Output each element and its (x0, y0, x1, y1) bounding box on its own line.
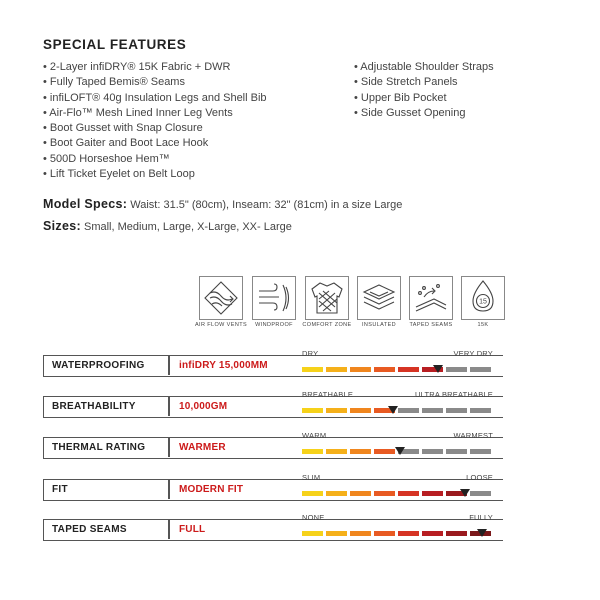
scale-segment (446, 449, 467, 454)
scale-marker-icon (477, 529, 487, 537)
scale-segment (302, 491, 323, 496)
scale-segment (302, 408, 323, 413)
scale-max-label: LOOSE (466, 473, 493, 482)
rating-value: infiDRY 15,000MM (179, 360, 268, 371)
scale-segment (470, 367, 491, 372)
model-specs-text: Waist: 31.5" (80cm), Inseam: 32" (81cm) in a size Large (130, 199, 403, 211)
divider (168, 480, 170, 499)
divider (168, 438, 170, 457)
scale-segment (374, 449, 395, 454)
scale-segment (398, 408, 419, 413)
rating-value: WARMER (179, 442, 226, 453)
scale-segment (326, 531, 347, 536)
scale-max-label: FULLY (469, 513, 493, 522)
feature-item: • infiLOFT® 40g Insulation Legs and Shell Bib (43, 91, 267, 104)
scale-segment (470, 449, 491, 454)
icon-label: TAPED SEAMS (409, 322, 453, 328)
divider (168, 520, 170, 539)
rating-label-box (43, 479, 503, 501)
rating-value: MODERN FIT (179, 484, 244, 495)
scale-segment (302, 367, 323, 372)
insulated-icon (357, 276, 401, 320)
scale-segment (470, 408, 491, 413)
scale-segment (302, 531, 323, 536)
feature-item: • Boot Gaiter and Boot Lace Hook (43, 137, 209, 150)
scale-max-label: VERY DRY (453, 349, 493, 358)
scale-marker-icon (460, 489, 470, 497)
scale-segment (398, 531, 419, 536)
scale-segment (302, 449, 323, 454)
rating-name: BREATHABILITY (52, 401, 136, 412)
rating-name: THERMAL RATING (52, 442, 146, 453)
rating-name: FIT (52, 484, 68, 495)
taped-seams-icon (409, 276, 453, 320)
icon-label: 15K (477, 322, 489, 328)
scale-segment (374, 491, 395, 496)
icon-label: AIR FLOW VENTS (194, 322, 248, 328)
divider (168, 397, 170, 416)
icon-label: COMFORT ZONE (302, 322, 352, 328)
scale-segment (446, 367, 467, 372)
feature-item: • Upper Bib Pocket (354, 91, 447, 104)
scale-max-label: ULTRA BREATHABLE (415, 390, 493, 399)
model-specs (43, 197, 402, 211)
scale-segment (398, 491, 419, 496)
feature-item: • Side Stretch Panels (354, 76, 458, 89)
scale-segment (350, 367, 371, 372)
scale-segment (350, 449, 371, 454)
scale-min-label: BREATHABLE (302, 390, 354, 399)
scale-min-label: NONE (302, 513, 325, 522)
sizes-text: Small, Medium, Large, X-Large, XX- Large (84, 221, 292, 233)
special-features-title: SPECIAL FEATURES (43, 37, 187, 52)
scale-min-label: DRY (302, 349, 319, 358)
scale-segment (350, 491, 371, 496)
rating-label-box (43, 437, 503, 459)
feature-item: • Lift Ticket Eyelet on Belt Loop (43, 168, 195, 181)
comfort-zone-icon (305, 276, 349, 320)
scale-marker-icon (395, 447, 405, 455)
rating-label-box (43, 519, 503, 541)
scale-min-label: WARM (302, 431, 327, 440)
scale-segment (398, 367, 419, 372)
sizes-label: Sizes: (43, 219, 81, 233)
features-list-left (43, 60, 267, 182)
scale-segment (422, 408, 443, 413)
scale-segment (326, 449, 347, 454)
scale-segment (350, 408, 371, 413)
scale-segment (446, 531, 467, 536)
scale-segment (374, 531, 395, 536)
scale-marker-icon (433, 365, 443, 373)
scale-segment (422, 449, 443, 454)
air-flow-vents-icon (199, 276, 243, 320)
rating-value: FULL (179, 524, 206, 535)
rating-name: TAPED SEAMS (52, 524, 127, 535)
feature-item: • Boot Gusset with Snap Closure (43, 122, 203, 135)
rating-value: 10,000GM (179, 401, 228, 412)
scale-segment (350, 531, 371, 536)
rating-label-box (43, 396, 503, 418)
scale-marker-icon (388, 406, 398, 414)
windproof-icon (252, 276, 296, 320)
sizes (43, 219, 292, 233)
15k-badge: 15 (479, 298, 487, 306)
feature-item: • 2-Layer infiDRY® 15K Fabric + DWR (43, 61, 231, 73)
feature-item: • Air-Flo™ Mesh Lined Inner Leg Vents (43, 106, 233, 119)
rating-name: WATERPROOFING (52, 360, 145, 371)
features-list-right (354, 60, 494, 121)
model-specs-label: Model Specs: (43, 197, 128, 211)
scale-segment (326, 367, 347, 372)
scale-segment (470, 491, 491, 496)
15k-icon (461, 276, 505, 320)
feature-item: • Fully Taped Bemis® Seams (43, 76, 185, 89)
scale-segment (422, 491, 443, 496)
scale-segment (422, 531, 443, 536)
divider (168, 356, 170, 375)
scale-segment (326, 408, 347, 413)
feature-item: • 500D Horseshoe Hem™ (43, 152, 170, 165)
scale-max-label: WARMEST (453, 431, 493, 440)
scale-min-label: SLIM (302, 473, 321, 482)
icon-label: INSULATED (361, 322, 397, 328)
feature-item: • Adjustable Shoulder Straps (354, 61, 494, 73)
scale-segment (374, 367, 395, 372)
scale-segment (446, 408, 467, 413)
icon-label: WINDPROOF (255, 322, 293, 328)
scale-segment (326, 491, 347, 496)
feature-item: • Side Gusset Opening (354, 106, 466, 119)
